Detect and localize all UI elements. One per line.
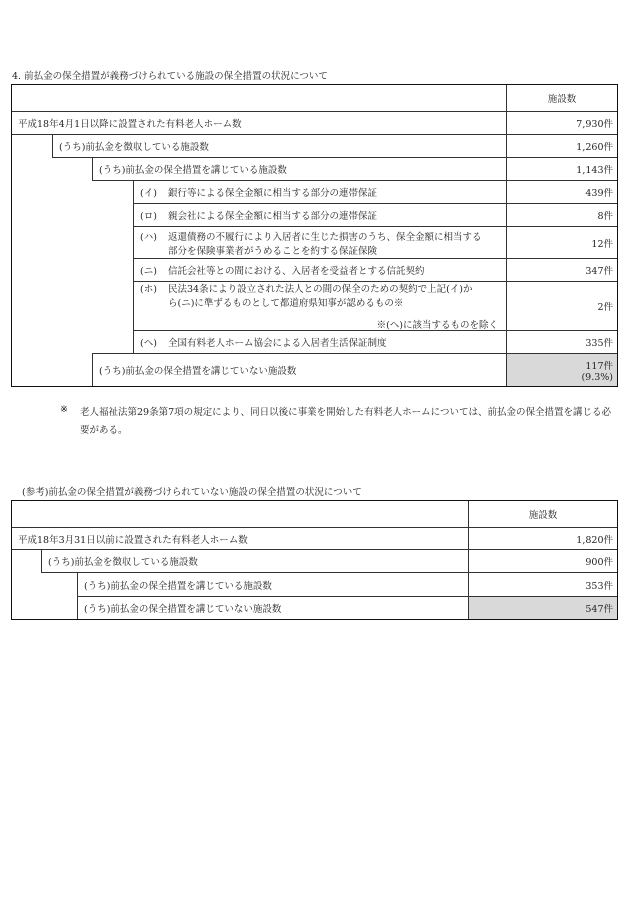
row-label: (うち)前払金を徴収している施設数 [48, 557, 198, 568]
footnote-line1: 老人福祉法第29条第7項の規定により、同日以後に事業を開始した有料老人ホームについては、前払金の保全措置を講じる必 [80, 407, 611, 418]
row-label: 全国有料老人ホーム協会による入居者生活保証制度 [168, 338, 387, 349]
row-label: (うち)前払金の保全措置を講じていない施設数 [84, 604, 282, 615]
row-value: 439件 [585, 188, 613, 199]
row-mark: (ハ) [140, 231, 157, 243]
row-label: 民法34条により設立された法人との間の保全のための契約で上記(イ)か [168, 284, 473, 295]
row-value-percent: (9.3%) [581, 371, 613, 383]
row-value: 347件 [585, 266, 613, 277]
row-label: 銀行等による保全金額に相当する部分の連帯保証 [168, 188, 378, 199]
row-label: 返還債務の不履行により入居者に生じた損害のうち、保全金額に相当する [168, 231, 482, 243]
row-label-line2: 部分を保険事業者がうめることを約する保証保険 [168, 245, 378, 257]
reference-title: (参考)前払金の保全措置が義務づけられていない施設の保全措置の状況について [22, 487, 362, 498]
row-value: 335件 [585, 338, 613, 349]
row-value: 1,143件 [576, 165, 613, 176]
row-label: (うち)前払金の保全措置を講じている施設数 [84, 580, 272, 592]
row-label: 平成18年4月1日以降に設置された有料老人ホーム数 [18, 119, 242, 130]
row-value: 1,820件 [576, 534, 613, 546]
row-label: 親会社による保全金額に相当する部分の連帯保証 [168, 211, 378, 222]
row-value: 900件 [585, 557, 613, 568]
row-label: (うち)前払金の保全措置を講じていない施設数 [99, 366, 297, 377]
header-label: 施設数 [547, 94, 577, 105]
row-note: ※(ヘ)に該当するものを除く [376, 320, 498, 331]
row-mark: (ロ) [140, 211, 157, 222]
row-label: 平成18年3月31日以前に設置された有料老人ホーム数 [18, 534, 248, 546]
footnote-line2: 要がある。 [80, 425, 128, 436]
row-value: 12件 [591, 238, 613, 250]
footnote-mark: ※ [60, 404, 68, 415]
row-value: 2件 [597, 302, 613, 313]
table-frame [11, 500, 618, 620]
row-mark: (ホ) [140, 284, 157, 295]
row-value: 547件 [585, 604, 613, 615]
row-value: 1,260件 [576, 142, 613, 153]
table-frame [11, 84, 618, 387]
row-label: (うち)前払金の保全措置を講じている施設数 [99, 165, 287, 176]
row-label: 信託会社等との間における、入居者を受益者とする信託契約 [168, 266, 425, 277]
row-mark: (ヘ) [140, 338, 157, 349]
row-value: 117件 [585, 360, 613, 372]
row-value: 8件 [597, 211, 613, 222]
header-label: 施設数 [528, 510, 558, 521]
row-mark: (ニ) [140, 266, 157, 277]
row-label-line2: ら(ニ)に準ずるものとして都道府県知事が認めるもの※ [168, 298, 404, 309]
row-value: 7,930件 [576, 119, 613, 130]
section4-title: 4. 前払金の保全措置が義務づけられている施設の保全措置の状況について [12, 71, 328, 82]
row-label: (うち)前払金を徴収している施設数 [59, 142, 209, 153]
row-value: 353件 [585, 580, 613, 592]
row-mark: (イ) [140, 188, 157, 199]
